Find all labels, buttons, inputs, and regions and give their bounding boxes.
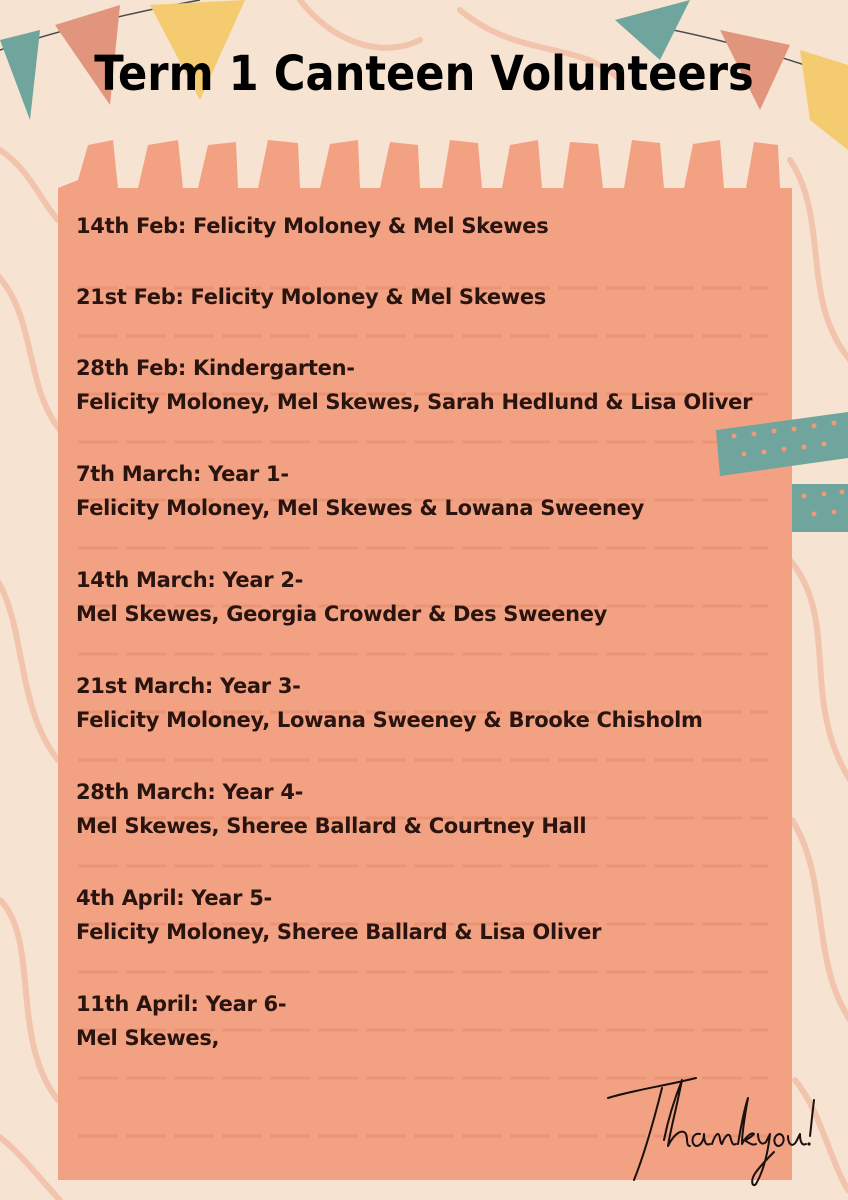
- roster-entry-volunteers: Mel Skewes, Georgia Crowder & Des Sweeney: [76, 602, 608, 626]
- roster-entry-date: 14th Feb: Felicity Moloney & Mel Skewes: [76, 214, 549, 238]
- roster-entry-volunteers: Mel Skewes,: [76, 1026, 220, 1050]
- roster-entry-date: 14th March: Year 2-: [76, 568, 304, 592]
- roster-entry: [76, 457, 776, 563]
- roster-entry: [76, 209, 776, 280]
- roster-entry-volunteers: Felicity Moloney, Mel Skewes & Lowana Sweeney: [76, 496, 645, 520]
- roster-entry-volunteers: Mel Skewes, Sheree Ballard & Courtney Hall: [76, 814, 587, 838]
- roster-entry-date: 28th Feb: Kindergarten-: [76, 356, 355, 380]
- bunting-flag-yellow-right: [800, 50, 848, 150]
- thankyou-signature: [604, 1060, 824, 1190]
- bunting-flag-teal-left: [0, 30, 40, 120]
- roster-entry-volunteers: Felicity Moloney, Mel Skewes, Sarah Hedlund & Lisa Oliver: [76, 390, 753, 414]
- roster-entry: [76, 563, 776, 669]
- roster-entry-date: 11th April: Year 6-: [76, 992, 287, 1016]
- roster-entry-date: 4th April: Year 5-: [76, 886, 272, 910]
- roster-entry: [76, 280, 776, 351]
- washi-tape-bottom: [792, 484, 848, 532]
- roster-entry-date: 21st March: Year 3-: [76, 674, 301, 698]
- roster-entry: [76, 669, 776, 775]
- roster-entry: [76, 775, 776, 881]
- page-title: Term 1 Canteen Volunteers: [94, 46, 754, 102]
- roster-entry-volunteers: Felicity Moloney, Lowana Sweeney & Brooke Chisholm: [76, 708, 703, 732]
- roster-entry: [76, 881, 776, 987]
- roster-entry: [76, 351, 776, 457]
- roster-entry-date: 7th March: Year 1-: [76, 462, 289, 486]
- volunteer-roster: [76, 209, 776, 1093]
- roster-entry-date: 21st Feb: Felicity Moloney & Mel Skewes: [76, 285, 546, 309]
- roster-entry-date: 28th March: Year 4-: [76, 780, 304, 804]
- roster-entry-volunteers: Felicity Moloney, Sheree Ballard & Lisa Oliver: [76, 920, 602, 944]
